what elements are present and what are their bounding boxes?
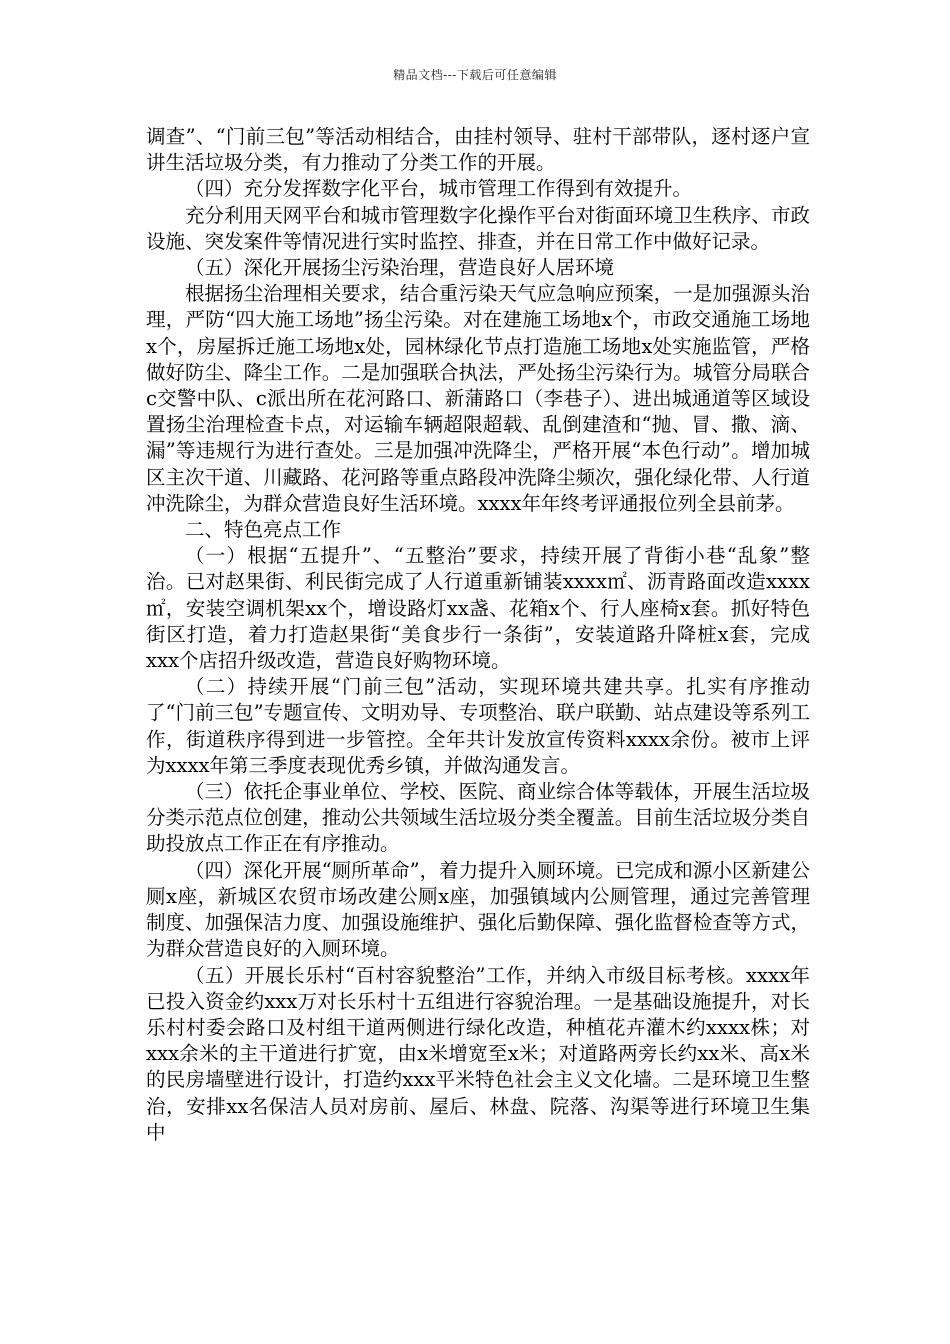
paragraph-back-street-renovation: （一）根据“五提升”、“五整治”要求，持续开展了背街小巷“乱象”整治。已对赵果街、利民街完成了人行道重新铺装xxxx㎡、沥青路面改造xxxx㎡，安装空调机架xx个，增设路灯xx盏、花箱x个、行人座椅x套。抓好特色街区打造，着力打造赵果街“美食步行一条街”，安装道路升降桩x套，完成xxx个店招升级改造，营造良好购物环境。 xyxy=(146,544,810,673)
paragraph-dust-control: 根据扬尘治理相关要求，结合重污染天气应急响应预案，一是加强源头治理，严防“四大施工场地”扬尘污染。对在建施工场地x个，市政交通施工场地x个，房屋拆迁施工场地x处，园林绿化节点打造施工场地x处实施监管，严格做好防尘、降尘工作。二是加强联合执法，严处扬尘污染行为。城管分局联合c交警中队、c派出所在花河路口、新蒲路口（李巷子）、进出城通道等区域设置扬尘治理检查卡点，对运输车辆超限超载、乱倒建渣和“抛、冒、撒、滴、漏”等违规行为进行查处。三是加强冲洗降尘，严格开展“本色行动”。增加城区主次干道、川藏路、花河路等重点路段冲洗降尘频次，强化绿化带、人行道冲洗除尘，为群众营造良好生活环境。xxxx年年终考评通报位列全县前茅。 xyxy=(146,282,810,515)
paragraph-continuation: 调查”、“门前三包”等活动相结合，由挂村领导、驻村干部带队，逐村逐户宣讲生活垃圾分类，有力推动了分类工作的开展。 xyxy=(146,125,810,175)
page-header: 精品文档---下载后可任意编辑 xyxy=(393,68,557,82)
document-body xyxy=(146,124,810,1146)
paragraph-toilet-revolution: （四）深化开展“厕所革命”，着力提升入厕环境。已完成和源小区新建公厕x座，新城区农贸市场改建公厕x座，加强镇域内公厕管理，通过完善管理制度、加强保洁力度、加强设施维护、强化后勤保障、强化监督检查等方式，为群众营造良好的入厕环境。 xyxy=(146,858,810,961)
paragraph-heading-digital-platform: （四）充分发挥数字化平台，城市管理工作得到有效提升。 xyxy=(185,177,693,201)
paragraph-village-renovation: （五）开展长乐村“百村容貌整治”工作，并纳入市级目标考核。xxxx年已投入资金约xxx万对长乐村十五组进行容貌治理。一是基础设施提升，对长乐村村委会路口及村组干道两侧进行绿化改造，种植花卉灌木约xxxx株；对xxx余米的主干道进行扩宽，由x米增宽至x米；对道路两旁长约xx米、高x米的民房墙壁进行设计，打造约xxx平米特色社会主义文化墙。二是环境卫生整治，安排xx名保洁人员对房前、屋后、林盘、院落、沟渠等进行环境卫生集中 xyxy=(146,963,810,1144)
paragraph-three-guarantees: （二）持续开展“门前三包”活动，实现环境共建共享。扎实有序推动了“门前三包”专题宣传、文明劝导、专项整治、联户联勤、站点建设等系列工作，街道秩序得到进一步管控。全年共计发放宣传资料xxxx余份。被市上评为xxxx年第三季度表现优秀乡镇，并做沟通发言。 xyxy=(146,675,810,777)
paragraph-digital-platform: 充分利用天网平台和城市管理数字化操作平台对街面环境卫生秩序、市政设施、突发案件等情况进行实时监控、排查，并在日常工作中做好记录。 xyxy=(146,203,810,253)
paragraph-heading-dust-control: （五）深化开展扬尘污染治理，营造良好人居环境 xyxy=(185,256,615,280)
section-heading-highlights: 二、特色亮点工作 xyxy=(185,518,342,542)
paragraph-garbage-sorting: （三）依托企事业单位、学校、医院、商业综合体等载体，开展生活垃圾分类示范点位创建，推动公共领域生活垃圾分类全覆盖。目前生活垃圾分类自助投放点工作正在有序推动。 xyxy=(146,780,810,856)
